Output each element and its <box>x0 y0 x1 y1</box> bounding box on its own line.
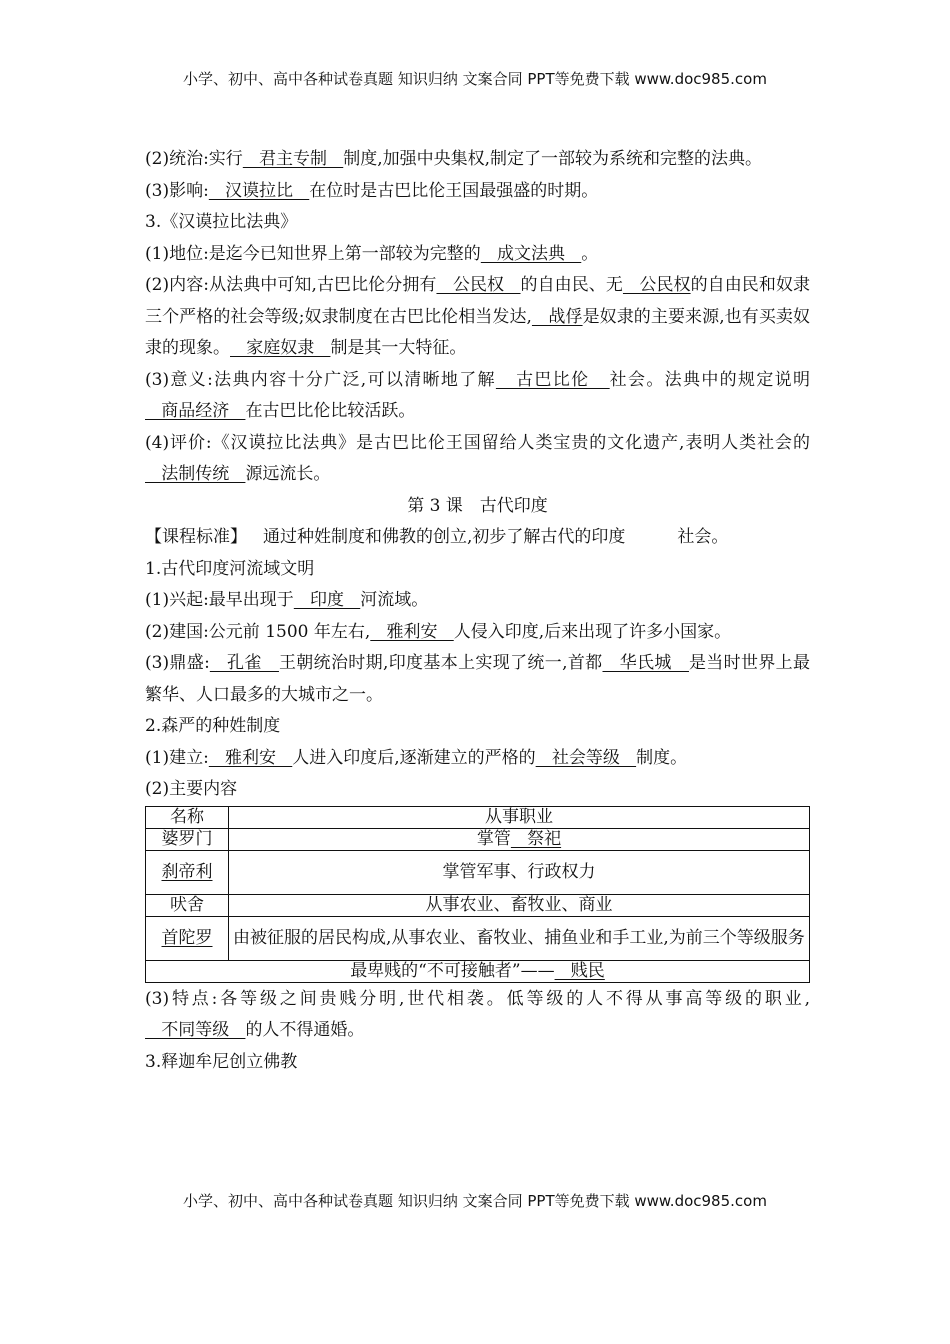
answer-blank: 公民权 <box>622 275 691 295</box>
answer-blank: 华氏城 <box>602 653 689 673</box>
course-standard: 【课程标准】 通过种姓制度和佛教的创立,初步了解古代的印度 社会。 <box>145 527 729 547</box>
caste-table <box>145 806 810 983</box>
table-cell <box>146 850 229 894</box>
answer-blank: 不同等级 <box>145 1020 246 1040</box>
answer-blank: 家庭奴隶 <box>230 338 331 358</box>
table-cell <box>146 916 229 960</box>
paragraph: (1)建立: 雅利安 人进入印度后,逐渐建立的严格的 社会等级 制度。 <box>145 747 688 768</box>
section-heading: 1.古代印度河流域文明 <box>145 558 315 579</box>
answer-blank: 雅利安 <box>208 747 293 768</box>
answer-blank: 贱民 <box>554 960 605 981</box>
table-cell: 从事农业、畜牧业、商业 <box>229 894 810 916</box>
table-cell: 最卑贱的“不可接触者”—— 贱民 <box>146 960 810 982</box>
table-header-cell: 从事职业 <box>229 806 810 828</box>
table-row <box>146 850 810 894</box>
answer-blank: 孔雀 <box>209 653 279 673</box>
paragraph: (2)统治:实行 君主专制 制度,加强中央集权,制定了一部较为系统和完整的法典。 <box>145 149 763 169</box>
section-heading: 2.森严的种姓制度 <box>145 716 281 736</box>
answer-blank: 首陀罗 <box>161 927 213 948</box>
section-heading: 3.《汉谟拉比法典》 <box>145 212 298 232</box>
table-row <box>146 960 810 982</box>
table-cell: 掌管军事、行政权力 <box>229 850 810 894</box>
paragraph: (2)主要内容 <box>145 779 238 799</box>
answer-blank: 汉谟拉比 <box>208 180 310 201</box>
table-row <box>146 916 810 960</box>
answer-blank: 古巴比伦 <box>495 369 610 390</box>
table-row <box>146 828 810 850</box>
paragraph: (1)地位:是迄今已知世界上第一部较为完整的 成文法典 。 <box>145 243 599 264</box>
answer-blank: 社会等级 <box>535 747 637 768</box>
lesson-title: 第 3 课 古代印度 <box>407 495 548 516</box>
table-cell: 掌管 祭祀 <box>229 828 810 850</box>
table-cell: 吠舍 <box>146 894 229 916</box>
answer-blank: 商品经济 <box>145 401 246 421</box>
answer-blank: 刹帝利 <box>161 861 213 882</box>
paragraph: (2)建国:公元前 1500 年左右, 雅利安 人侵入印度,后来出现了许多小国家。 <box>145 621 732 642</box>
table-cell: 由被征服的居民构成,从事农业、畜牧业、捕鱼业和手工业,为前三个等级服务 <box>229 916 810 960</box>
document-body <box>145 144 810 1078</box>
table-row <box>146 894 810 916</box>
answer-blank: 印度 <box>293 590 361 610</box>
table-header-cell: 名称 <box>146 806 229 828</box>
answer-blank: 成文法典 <box>480 243 582 264</box>
section-heading: 3.释迦牟尼创立佛教 <box>145 1051 298 1072</box>
answer-blank: 战俘 <box>531 306 583 327</box>
answer-blank: 雅利安 <box>370 621 454 642</box>
answer-blank: 公民权 <box>436 275 521 295</box>
paragraph: (3)影响: 汉谟拉比 在位时是古巴比伦王国最强盛的时期。 <box>145 180 599 201</box>
page-footer: 小学、初中、高中各种试卷真题 知识归纳 文案合同 PPT等免费下载 www.doc985.com <box>183 1192 767 1210</box>
paragraph: (2)内容:从法典中可知,古巴比伦分拥有 公民权 的自由民、无 公民权的自由民和奴隶三个严格的社会等级;奴隶制度在古巴比伦相当发达, 战俘是奴隶的主要来源,也有买卖奴隶的现象。 家庭奴隶 制是其一大特征。 <box>145 275 811 358</box>
page-header: 小学、初中、高中各种试卷真题 知识归纳 文案合同 PPT等免费下载 www.doc985.com <box>183 70 767 88</box>
paragraph: (3)鼎盛: 孔雀 王朝统治时期,印度基本上实现了统一,首都 华氏城 是当时世界上最繁华、人口最多的大城市之一。 <box>145 653 810 705</box>
paragraph: (1)兴起:最早出现于 印度 河流域。 <box>145 590 429 610</box>
answer-blank: 君主专制 <box>242 149 344 169</box>
answer-blank: 法制传统 <box>145 464 246 484</box>
answer-blank: 祭祀 <box>510 828 562 849</box>
table-cell: 婆罗门 <box>146 828 229 850</box>
paragraph: (3)意义:法典内容十分广泛,可以清晰地了解 古巴比伦 社会。法典中的规定说明 商品经济 在古巴比伦比较活跃。 <box>145 369 810 421</box>
table-header-row <box>146 806 810 828</box>
paragraph: (3)特点:各等级之间贵贱分明,世代相袭。低等级的人不得从事高等级的职业, 不同等级 的人不得通婚。 <box>145 988 810 1040</box>
paragraph: (4)评价:《汉谟拉比法典》是古巴比伦王国留给人类宝贵的文化遗产,表明人类社会的 法制传统 源远流长。 <box>145 432 810 484</box>
